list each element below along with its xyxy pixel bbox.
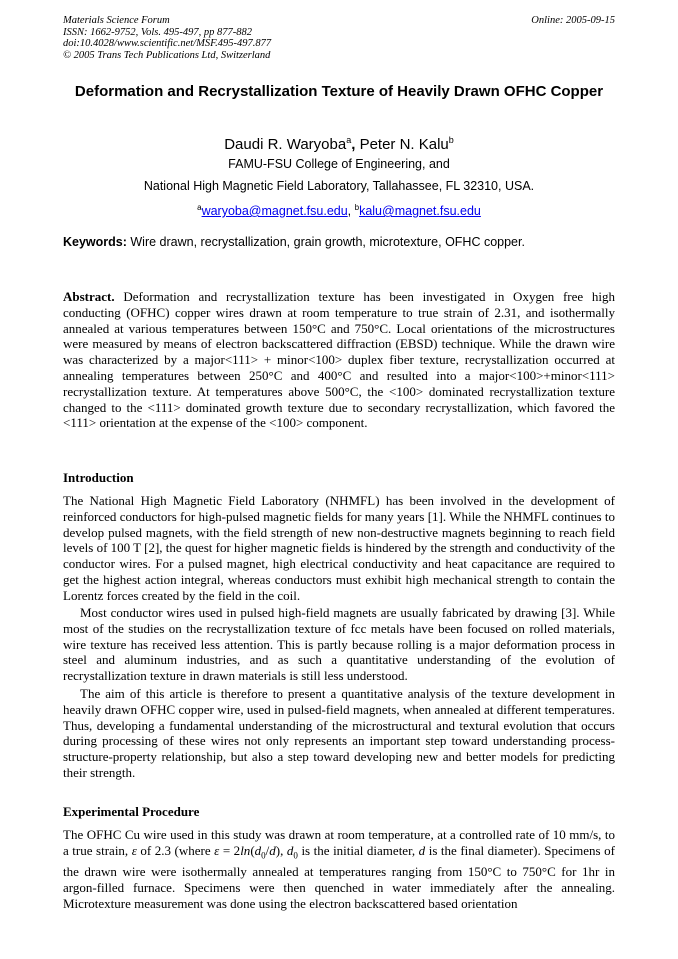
abstract <box>63 289 615 431</box>
math-symbol: d <box>269 842 276 858</box>
text-run: ( <box>250 842 255 858</box>
math-symbol: ε <box>214 842 220 858</box>
author-name: Daudi R. Waryoba <box>224 136 347 153</box>
author-superscript: b <box>448 135 454 145</box>
intro-paragraph: Most conductor wires used in pulsed high-field magnets are usually fabricated by drawing [3]. While most of the studies on the recrystallization texture of fcc metals have been focused on rolled materials, wire texture has received less attention. This is partly because rolling is a major deformation process in steel and aluminum industries, and as such a quantitative understanding of the evolution of recrystallization texture in drawn materials is still less understood. <box>63 605 615 684</box>
text-run: of 2.3 (where <box>136 842 215 858</box>
abstract-label: Abstract. <box>63 289 115 304</box>
issn-line: ISSN: 1662-9752, Vols. 495-497, pp 877-882 <box>63 26 252 38</box>
text-run: is the final diameter). Specimens of the drawn wire were isothermally annealed at temperatures ranging from 150°C to 750°C for 1hr in argon-filled furnace. Specimens were then quenched in water immediately after the annealing. Microtexture measurement was done using the electron backscattered based orientation <box>63 842 615 911</box>
doi-line: doi:10.4028/www.scientific.net/MSF.495-497.877 <box>63 38 272 49</box>
math-symbol: d <box>418 842 426 858</box>
math-symbol: d <box>286 842 294 858</box>
journal-name: Materials Science Forum <box>63 15 170 26</box>
section-heading: Introduction <box>63 470 134 485</box>
journal-header <box>63 15 271 61</box>
section-heading: Experimental Procedure <box>63 804 200 819</box>
affiliation-line: FAMU-FSU College of Engineering, and <box>228 157 450 171</box>
math-subscript: 0 <box>293 850 298 861</box>
text-run: / <box>265 842 270 858</box>
email-link[interactable]: kalu@magnet.fsu.edu <box>359 204 481 219</box>
math-symbol: ln <box>240 842 251 858</box>
text-run: ), <box>275 842 287 858</box>
paper-title: Deformation and Recrystallization Texture of Heavily Drawn OFHC Copper <box>74 83 604 100</box>
email-link[interactable]: waryoba@magnet.fsu.edu <box>201 204 348 219</box>
author-list <box>63 131 615 154</box>
math-symbol: ε <box>131 842 137 858</box>
online-date: Online: 2005-09-15 <box>531 15 615 26</box>
text-run: = 2 <box>219 842 241 858</box>
author-separator: , <box>351 136 360 153</box>
copyright-line: © 2005 Trans Tech Publications Ltd, Switzerland <box>63 49 271 61</box>
text-run: is the initial diameter, <box>297 842 419 858</box>
keywords-text: Wire drawn, recrystallization, grain growth, microtexture, OFHC copper. <box>126 235 525 249</box>
intro-paragraph: The National High Magnetic Field Laboratory (NHMFL) has been involved in the development of reinforced conductors for high-pulsed magnetic fields for many years [1]. While the NHMFL continues to develop pulsed magnets, with the field strength of new non-destructive magnets beginning to reach field levels of 100 T [2], the quest for higher magnetic fields is hindered by the strength and conductivity of the conductor wires. For a pulsed magnet, high electrical conductivity and heat capacitance are required to get the highest action integral, whereas conductors must exhibit high mechanical strength to contain the Lorentz forces created by the field in the coil. <box>63 493 615 603</box>
keywords <box>63 235 615 250</box>
email-separator: , <box>347 204 355 219</box>
abstract-text: Deformation and recrystallization texture has been investigated in Oxygen free high conducting (OFHC) copper wires drawn at room temperature to true strain of 2.31, and isothermally annealed at various temperatures between 150°C and 750°C. Local orientations of the microstructures were measured by means of electron backscattered diffraction (EBSD) technique. While the drawn wire was characterized by a major<111> + minor<100> duplex fiber texture, recrystallization occurred at annealing temperatures between 250°C and 400°C and resulted into a major<100>+minor<111> recrystallization texture. At temperatures above 500°C, the <100> dominated recrystallization texture changed to the <111> dominated growth texture due to secondary recrystallization, which favored the <111> orientation at the expense of the <100> component. <box>63 289 615 431</box>
math-subscript: 0 <box>261 850 266 861</box>
text-run: The OFHC Cu wire used in this study was drawn at room temperature, at a controlled rate of 10 mm/s, to a true strain, <box>63 827 615 858</box>
experimental-paragraph <box>63 827 615 912</box>
email-superscript: b <box>354 203 360 212</box>
email-superscript: a <box>197 203 202 212</box>
email-line <box>63 200 615 219</box>
math-symbol: d <box>254 842 262 858</box>
affiliation-line: National High Magnetic Field Laboratory, Tallahassee, FL 32310, USA. <box>143 179 535 193</box>
author-name: Peter N. Kalu <box>359 136 449 153</box>
keywords-label: Keywords: <box>63 235 127 249</box>
intro-paragraph: The aim of this article is therefore to present a quantitative analysis of the texture development in heavily drawn OFHC copper wire, used in pulsed-field magnets, when annealed at different temperatures. Thus, developing a fundamental understanding of the microstructural and textural evolution that occurs during processing of these wires not only represents an important step toward understanding process-structure-property relationship, but also a step toward developing new and better models for predicting their strength. <box>63 686 615 780</box>
author-superscript: a <box>346 135 352 145</box>
